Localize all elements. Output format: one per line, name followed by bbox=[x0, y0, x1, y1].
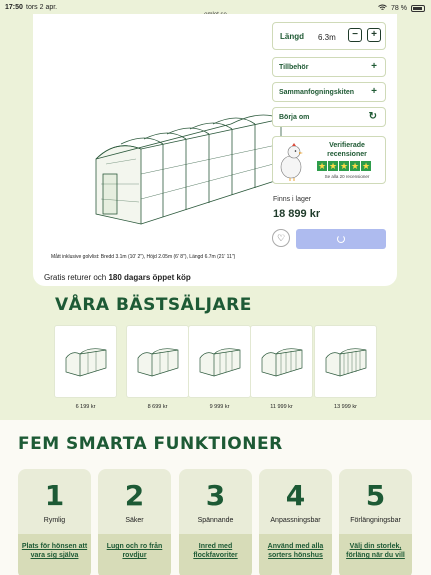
length-selector bbox=[272, 22, 386, 50]
bestseller-card[interactable] bbox=[188, 325, 251, 398]
feature-title: Spännande bbox=[197, 517, 234, 524]
star-icon: ★ bbox=[350, 161, 360, 171]
feature-desc-panel bbox=[339, 534, 412, 575]
run-product-thumbnail bbox=[62, 342, 110, 382]
length-decrease-button[interactable]: − bbox=[348, 28, 362, 42]
feature-title: Rymlig bbox=[43, 517, 66, 524]
bestseller-price: 6 199 kr bbox=[75, 404, 96, 410]
feature-number: 1 bbox=[44, 479, 65, 512]
accordion-joining-kits-label: Sammanfogningskiten bbox=[279, 89, 355, 96]
wishlist-heart-button[interactable]: ♡ bbox=[272, 229, 290, 247]
feature-desc-panel bbox=[98, 534, 171, 575]
feature-title: Säker bbox=[125, 517, 144, 524]
feature-desc-link[interactable]: Inred med flockfavoriter bbox=[193, 543, 238, 559]
status-time: 17:50 bbox=[5, 4, 23, 11]
feature-desc-panel bbox=[179, 534, 252, 575]
bestseller-item[interactable] bbox=[314, 325, 377, 410]
star-icon: ★ bbox=[328, 161, 338, 171]
feature-card bbox=[259, 469, 332, 575]
run-product-thumbnail bbox=[258, 342, 306, 382]
star-icon: ★ bbox=[317, 161, 327, 171]
star-icon: ★ bbox=[339, 161, 349, 171]
bestseller-card[interactable] bbox=[126, 325, 189, 398]
battery-icon bbox=[411, 5, 425, 12]
accordion-accessories-label: Tillbehör bbox=[279, 64, 309, 71]
star-rating bbox=[317, 161, 371, 171]
features-heading: FEM SMARTA FUNKTIONER bbox=[18, 434, 283, 454]
feature-desc-link[interactable]: Lugn och ro från rovdjur bbox=[106, 543, 163, 559]
feature-desc-panel bbox=[259, 534, 332, 575]
bestseller-item[interactable] bbox=[188, 325, 251, 410]
chicken-icon bbox=[276, 141, 306, 181]
length-label: Längd bbox=[280, 32, 304, 41]
feature-desc-link[interactable]: Välj din storlek, förläng när du vill bbox=[346, 543, 405, 559]
feature-number: 4 bbox=[285, 479, 306, 512]
status-date: tors 2 apr. bbox=[26, 4, 58, 11]
length-increase-button[interactable]: + bbox=[367, 28, 381, 42]
bestseller-price: 8 699 kr bbox=[147, 404, 168, 410]
returns-bold: 180 dagars öppet köp bbox=[108, 273, 191, 282]
bestseller-price: 11 999 kr bbox=[270, 404, 293, 410]
bestsellers-heading: VÅRA BÄSTSÄLJARE bbox=[55, 295, 252, 315]
feature-number: 3 bbox=[205, 479, 226, 512]
product-image bbox=[91, 104, 291, 244]
battery-percent: 78 % bbox=[391, 5, 407, 12]
plus-icon: + bbox=[371, 61, 377, 72]
reviews-title: Verifierade recensioner bbox=[327, 142, 367, 158]
bestseller-card[interactable] bbox=[250, 325, 313, 398]
add-to-cart-button[interactable] bbox=[296, 229, 386, 249]
feature-card bbox=[98, 469, 171, 575]
feature-card bbox=[339, 469, 412, 575]
start-over-label: Börja om bbox=[279, 114, 310, 121]
bestseller-price: 13 999 kr bbox=[334, 404, 357, 410]
returns-text bbox=[44, 273, 191, 282]
run-product-thumbnail bbox=[322, 342, 370, 382]
feature-desc-link[interactable]: Plats för hönsen att vara sig själva bbox=[21, 543, 88, 559]
features-section bbox=[0, 420, 431, 575]
length-value: 6.3m bbox=[318, 33, 336, 42]
bestseller-item[interactable] bbox=[54, 325, 117, 410]
start-over-button[interactable] bbox=[272, 107, 386, 127]
loading-spinner-icon bbox=[337, 235, 345, 243]
run-product-thumbnail bbox=[196, 342, 244, 382]
bestseller-card[interactable] bbox=[314, 325, 377, 398]
feature-title: Förlängningsbar bbox=[350, 517, 401, 524]
verified-reviews-badge[interactable] bbox=[272, 136, 386, 184]
bestseller-item[interactable] bbox=[126, 325, 189, 410]
bestseller-price: 9 999 kr bbox=[209, 404, 230, 410]
feature-number: 5 bbox=[365, 479, 386, 512]
feature-number: 2 bbox=[124, 479, 145, 512]
wifi-icon bbox=[378, 4, 387, 13]
status-indicators bbox=[378, 4, 425, 13]
run-product-thumbnail bbox=[134, 342, 182, 382]
accordion-joining-kits[interactable] bbox=[272, 82, 386, 102]
returns-prefix: Gratis returer och bbox=[44, 273, 109, 282]
star-icon: ★ bbox=[361, 161, 371, 171]
plus-icon: + bbox=[371, 86, 377, 97]
dimensions-text: Mått inklusive golvlist: Bredd 3.1m (10' 2"), Höjd 2.05m (6' 8"), Längd 6.7m (21' 11") bbox=[51, 254, 236, 260]
bestseller-item[interactable] bbox=[250, 325, 313, 410]
refresh-icon: ↻ bbox=[368, 111, 377, 122]
feature-title: Anpassningsbar bbox=[270, 517, 321, 524]
feature-card bbox=[18, 469, 91, 575]
bestseller-card[interactable] bbox=[54, 325, 117, 398]
accordion-accessories[interactable] bbox=[272, 57, 386, 77]
feature-desc-link[interactable]: Använd med alla sorters hönshus bbox=[267, 543, 324, 559]
stock-status: Finns i lager bbox=[273, 196, 312, 203]
reviews-link[interactable]: Se alla 20 recensioner bbox=[324, 174, 370, 179]
product-price: 18 899 kr bbox=[273, 208, 321, 220]
feature-card bbox=[179, 469, 252, 575]
feature-desc-panel bbox=[18, 534, 91, 575]
